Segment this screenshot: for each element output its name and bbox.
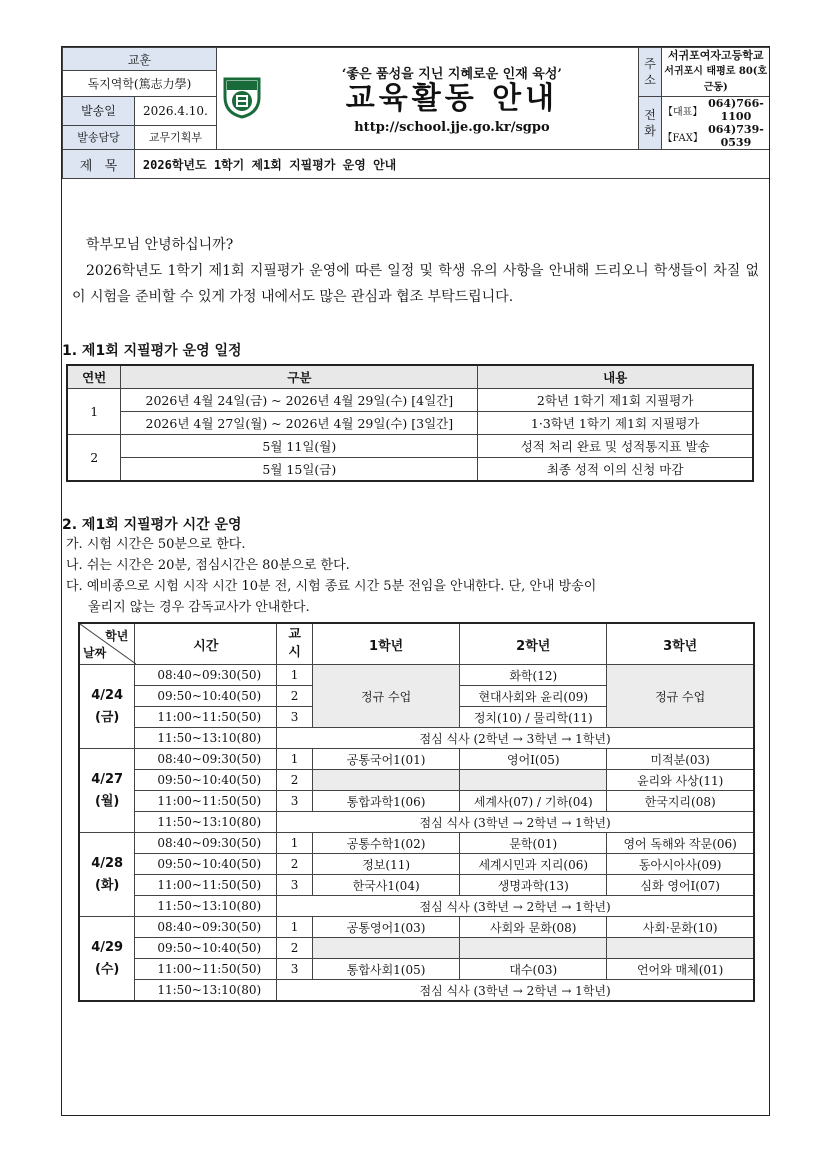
document-page	[61, 46, 770, 1116]
table-row: 1 2026년 4월 24일(금) ~ 2026년 4월 29일(수) [4일간] 2학년 1학기 제1회 지필평가	[67, 389, 753, 412]
rule-item: 가. 시험 시간은 50분으로 한다.	[66, 537, 246, 552]
table-row: 4/27 (월) 08:40~09:30(50) 1 공통국어1(01) 영어Ⅰ(05) 미적분(03)	[79, 749, 754, 770]
date-cell: 4/28 (화)	[79, 833, 135, 917]
col-grade1: 1학년	[313, 623, 460, 665]
school-logo	[216, 48, 266, 150]
table-row: 2026년 4월 27일(월) ~ 2026년 4월 29일(수) [3일간] 1·3학년 1학기 제1회 지필평가	[67, 412, 753, 435]
rep-label: 【대표】	[663, 106, 703, 118]
table-row: 4/24 (금) 08:40~09:30(50) 1 정규 수업 화학(12) 정규 수업	[79, 665, 754, 686]
fax-label: 【FAX】	[662, 132, 703, 144]
sent-date: 2026.4.10.	[134, 97, 216, 126]
date-cell: 4/29 (수)	[79, 917, 135, 1002]
table-row: 4/29 (수) 08:40~09:30(50) 1 공통영어1(03) 사회와 문화(08) 사회·문화(10)	[79, 917, 754, 938]
address-cell	[662, 48, 769, 97]
section2-title: 2. 제1회 지필평가 시간 운영	[62, 517, 242, 533]
school-address: 서귀포시 태평로 80(호근동)	[664, 66, 768, 93]
rules-list	[62, 534, 769, 618]
rule-item: 울리지 않는 경우 감독교사가 안내한다.	[88, 600, 310, 615]
col-period: 교시	[277, 623, 313, 665]
table-row: 2 5월 11일(월) 성적 처리 완료 및 성적통지표 발송	[67, 435, 753, 458]
section1-title: 1. 제1회 지필평가 운영 일정	[62, 343, 242, 359]
subject: 2026학년도 1학기 제1회 지필평가 운영 안내	[134, 150, 769, 179]
letterhead-center	[266, 48, 638, 150]
timetable	[78, 622, 755, 1002]
col-grade3: 3학년	[607, 623, 754, 665]
dept-label: 발송담당	[63, 125, 135, 149]
phone-cell	[662, 97, 769, 150]
col-time: 시간	[135, 623, 277, 665]
letterhead	[62, 47, 769, 179]
table-row: 09:50~10:40(50) 2 현대사회와 윤리(09)	[79, 686, 754, 707]
schedule-table	[66, 364, 754, 482]
school-name: 서귀포여자고등학교	[667, 49, 764, 62]
fax-number: 064)739-0539	[708, 123, 764, 149]
table-row: 11:00~11:50(50) 3 통합과학1(06) 세계사(07) / 기하(04) 한국지리(08)	[79, 791, 754, 812]
motto-label: 교훈	[63, 48, 217, 71]
table-row: 11:50~13:10(80) 점심 식사 (3학년 → 2학년 → 1학년)	[79, 896, 754, 917]
dept: 교무기획부	[134, 125, 216, 149]
address-label: 주 소	[638, 48, 662, 97]
table-row: 09:50~10:40(50) 2	[79, 938, 754, 959]
school-emblem-icon	[221, 75, 263, 119]
table-row: 09:50~10:40(50) 2 정보(11) 세계시민과 지리(06) 동아시아사(09)	[79, 854, 754, 875]
table-row: 11:50~13:10(80) 점심 식사 (3학년 → 2학년 → 1학년)	[79, 812, 754, 833]
col-content: 내용	[478, 365, 753, 389]
col-grade2: 2학년	[460, 623, 607, 665]
school-url[interactable]: http://school.jje.go.kr/sgpo	[354, 119, 550, 135]
table-row: 11:00~11:50(50) 3 정치(10) / 물리학(11)	[79, 707, 754, 728]
sent-date-label: 발송일	[63, 97, 135, 126]
grade-date-header: 학년 날짜	[79, 623, 135, 665]
table-row: 09:50~10:40(50) 2 윤리와 사상(11)	[79, 770, 754, 791]
table-row: 11:00~11:50(50) 3 한국사1(04) 생명과학(13) 심화 영어Ⅰ(07)	[79, 875, 754, 896]
table-row: 11:50~13:10(80) 점심 식사 (3학년 → 2학년 → 1학년)	[79, 980, 754, 1002]
rule-item: 나. 쉬는 시간은 20분, 점심시간은 80분으로 한다.	[66, 558, 350, 573]
table-row: 11:50~13:10(80) 점심 식사 (2학년 → 3학년 → 1학년)	[79, 728, 754, 749]
rep-phone: 064)766-1100	[708, 97, 764, 123]
table-row: 4/28 (화) 08:40~09:30(50) 1 공통수학1(02) 문학(01) 영어 독해와 작문(06)	[79, 833, 754, 854]
doc-title: 교육활동 안내	[345, 80, 559, 116]
motto-value: 독지역학(篤志力學)	[63, 71, 217, 97]
table-row: 11:00~11:50(50) 3 통합사회1(05) 대수(03) 언어와 매체(01)	[79, 959, 754, 980]
subject-label: 제 목	[63, 150, 135, 179]
date-cell: 4/24 (금)	[79, 665, 135, 749]
intro-body: 2026학년도 1학기 제1회 지필평가 운영에 따른 일정 및 학생 유의 사항을 안내해 드리오니 학생들이 차질 없이 시험을 준비할 수 있게 가정 내에서도 많은 관심과 협조 부탁드립니다.	[72, 263, 759, 305]
table-row: 5월 15일(금) 최종 성적 이의 신청 마감	[67, 458, 753, 482]
rule-item: 다. 예비종으로 시험 시작 시간 10분 전, 시험 종료 시간 5분 전임을 안내한다. 단, 안내 방송이	[66, 579, 597, 594]
slogan: ‘좋은 품성을 지닌 지혜로운 인재 육성’	[341, 66, 562, 82]
greeting: 학부모님 안녕하십니까?	[86, 237, 234, 253]
phone-label: 전 화	[638, 97, 662, 150]
document-body	[62, 207, 769, 1002]
col-period: 구분	[121, 365, 478, 389]
col-no: 연번	[67, 365, 121, 389]
date-cell: 4/27 (월)	[79, 749, 135, 833]
